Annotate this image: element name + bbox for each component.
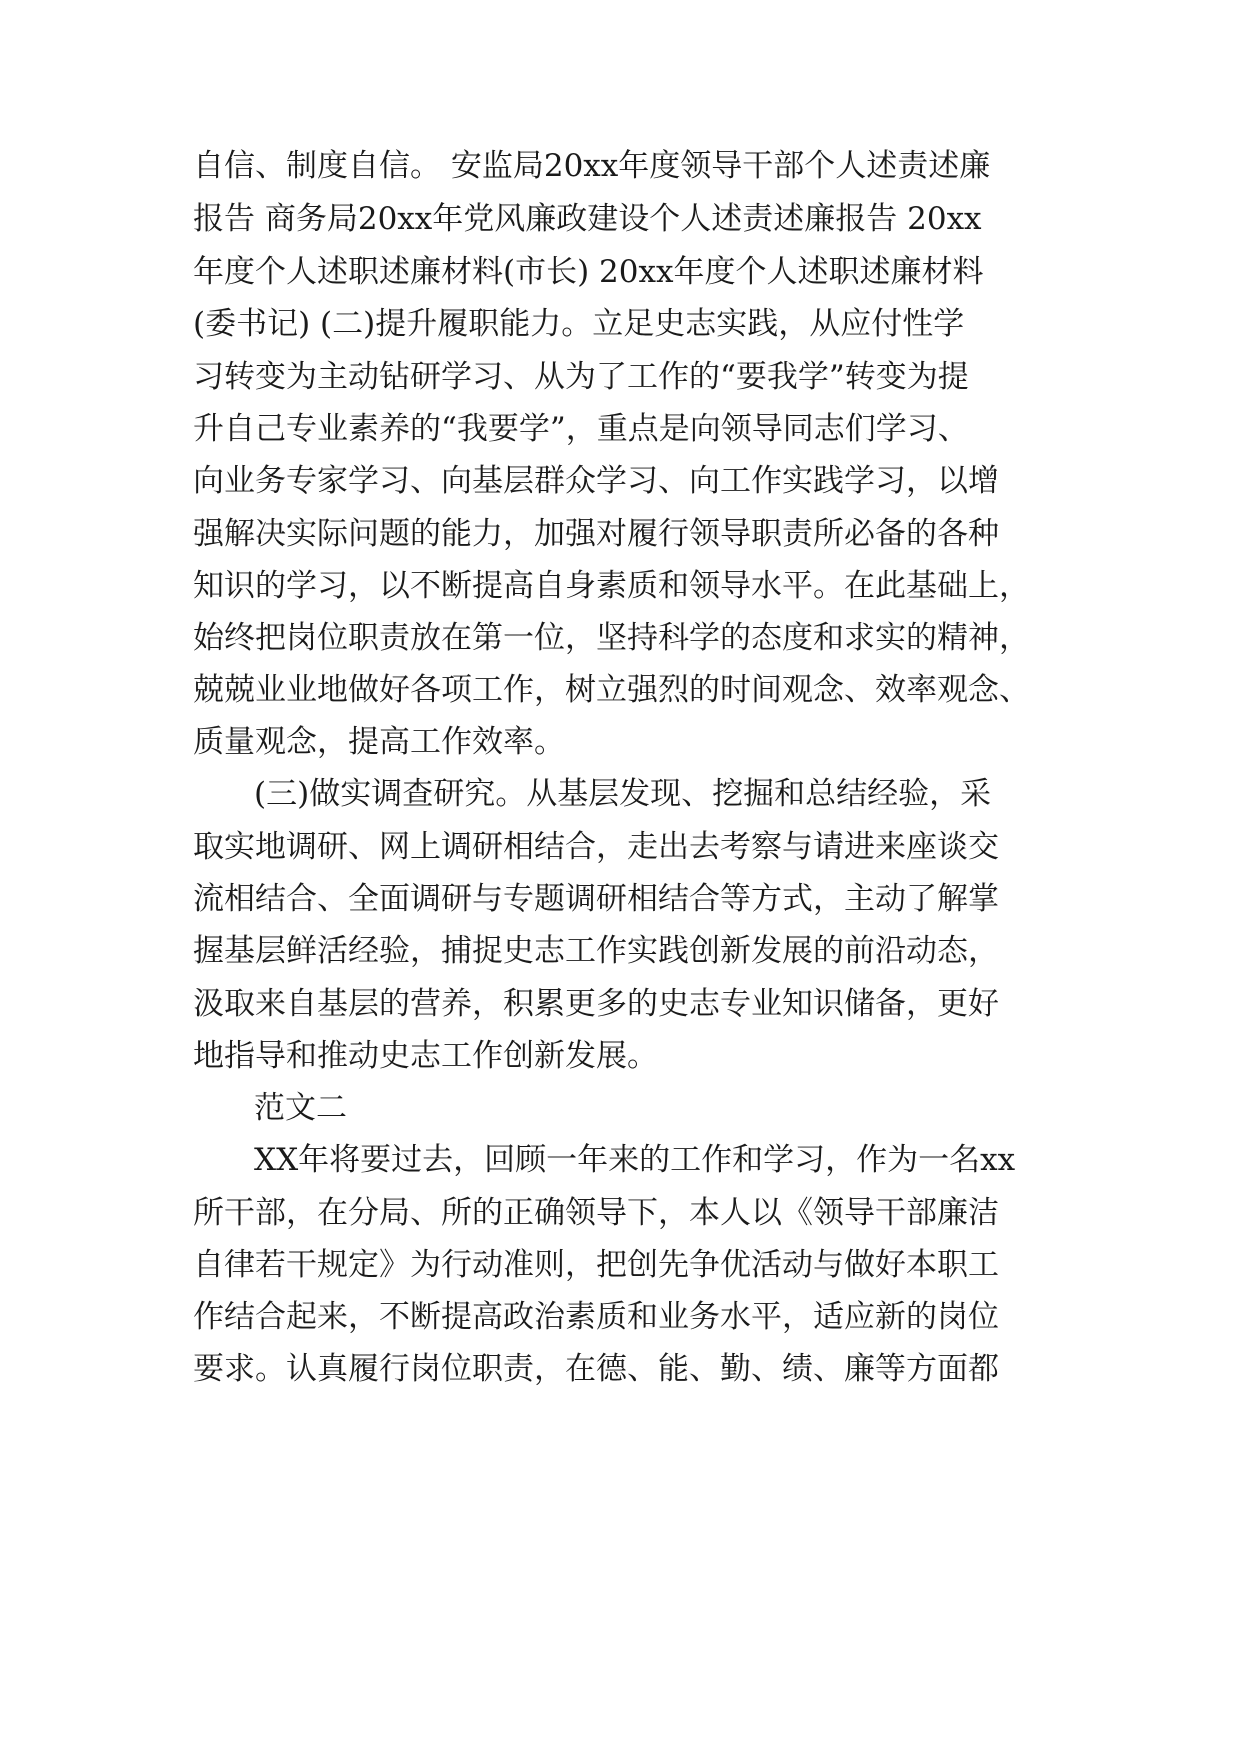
text-line-18: 地指导和推动史志工作创新发展。 [193, 1038, 658, 1074]
text-line-14: 取实地调研、网上调研相结合，走出去考察与请进来座谈交 [193, 829, 999, 865]
text-line-22: 自律若干规定》为行动准则，把创先争优活动与做好本职工 [193, 1247, 999, 1283]
text-line-7: 向业务专家学习、向基层群众学习、向工作实践学习，以增 [193, 463, 999, 499]
text-line-13: (三)做实调查研究。从基层发现、挖掘和总结经验，采 [254, 776, 992, 812]
text-line-23: 作结合起来，不断提高政治素质和业务水平，适应新的岗位 [193, 1299, 999, 1335]
text-line-10: 始终把岗位职责放在第一位，坚持科学的态度和求实的精神， [193, 620, 1030, 656]
text-line-16: 握基层鲜活经验，捕捉史志工作实践创新发展的前沿动态， [193, 933, 999, 969]
text-line-1: 自信、制度自信。 安监局20xx年度领导干部个人述责述廉 [193, 148, 991, 184]
text-line-4: (委书记) (二)提升履职能力。立足史志实践，从应付性学 [193, 306, 965, 342]
text-line-12: 质量观念，提高工作效率。 [193, 724, 565, 760]
text-line-3: 年度个人述职述廉材料(市长) 20xx年度个人述职述廉材料 [193, 254, 984, 290]
text-line-5: 习转变为主动钻研学习、从为了工作的“要我学”转变为提 [193, 359, 969, 395]
text-line-20: XX年将要过去，回顾一年来的工作和学习，作为一名xx [254, 1142, 1016, 1178]
section-heading: 范文二 [254, 1090, 347, 1126]
text-line-17: 汲取来自基层的营养，积累更多的史志专业知识储备，更好 [193, 986, 999, 1022]
text-line-24: 要求。认真履行岗位职责，在德、能、勤、绩、廉等方面都 [193, 1351, 999, 1387]
text-line-9: 知识的学习，以不断提高自身素质和领导水平。在此基础上， [193, 568, 1030, 604]
text-line-21: 所干部，在分局、所的正确领导下，本人以《领导干部廉洁 [193, 1195, 999, 1231]
text-line-2: 报告 商务局20xx年党风廉政建设个人述责述廉报告 20xx [193, 201, 982, 237]
text-line-15: 流相结合、全面调研与专题调研相结合等方式，主动了解掌 [193, 881, 999, 917]
text-line-6: 升自己专业素养的“我要学”，重点是向领导同志们学习、 [193, 411, 969, 447]
text-line-8: 强解决实际问题的能力，加强对履行领导职责所必备的各种 [193, 516, 999, 552]
text-line-11: 兢兢业业地做好各项工作，树立强烈的时间观念、效率观念、 [193, 672, 1030, 708]
